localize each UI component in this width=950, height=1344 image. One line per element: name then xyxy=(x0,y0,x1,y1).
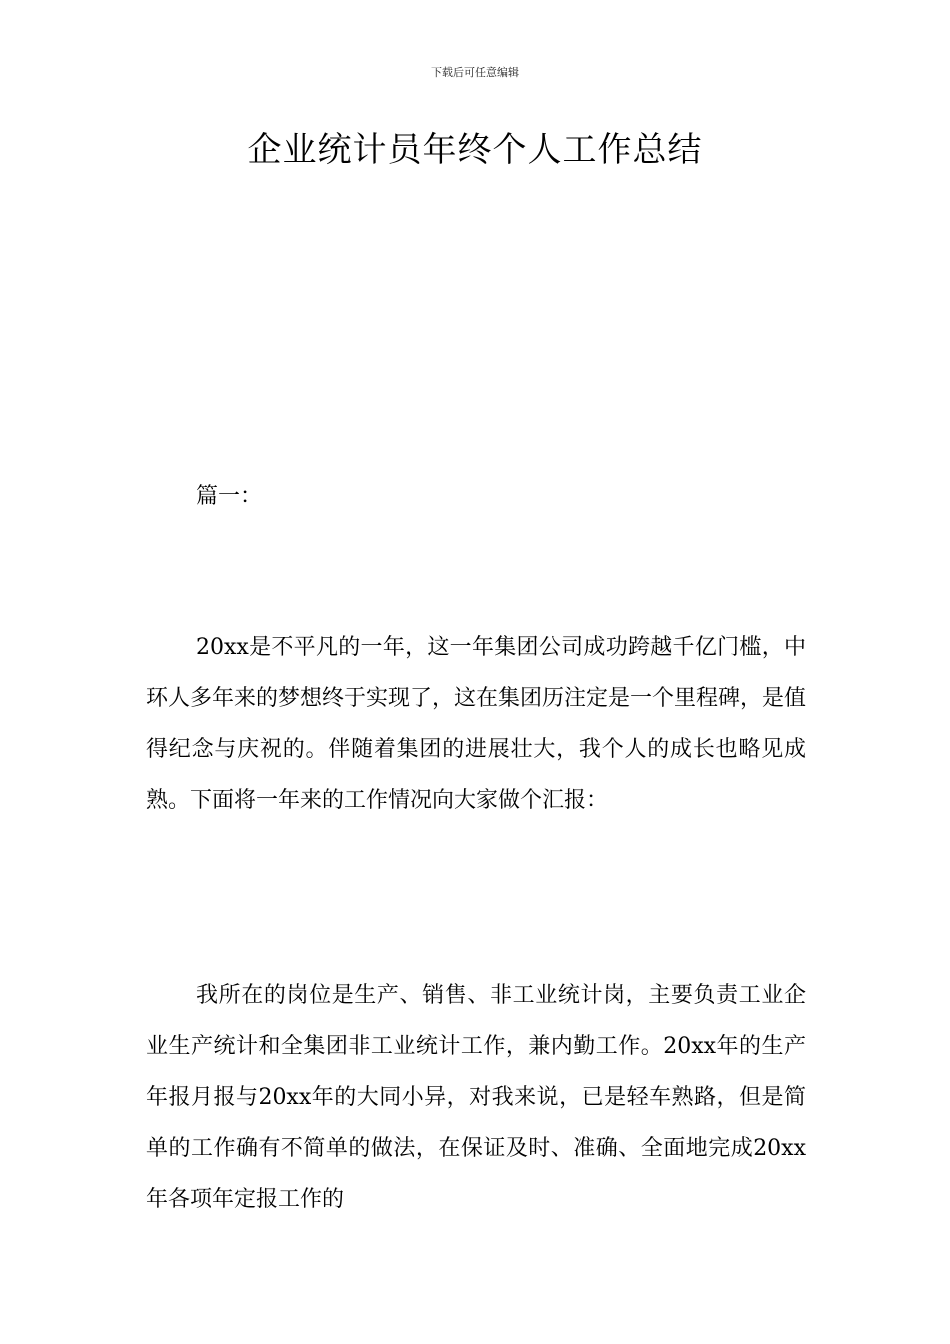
paragraph-2: 我所在的岗位是生产、销售、非工业统计岗，主要负责工业企业生产统计和全集团非工业统计工作，兼内勤工作。20xx年的生产年报月报与20xx年的大同小异，对我来说，已是轻车熟路，但是简单的工作确有不简单的做法，在保证及时、准确、全面地完成20xx年各项年定报工作的 xyxy=(146,983,806,1212)
section-heading: 篇一： xyxy=(196,484,263,509)
paragraph-1: 20xx是不平凡的一年，这一年集团公司成功跨越千亿门槛，中环人多年来的梦想终于实现了，这在集团历注定是一个里程碑，是值得纪念与庆祝的。伴随着集团的进展壮大，我个人的成长也略见成熟。下面将一年来的工作情况向大家做个汇报： xyxy=(146,635,807,813)
header-note: 下载后可任意编辑 xyxy=(431,66,519,79)
document-title: 企业统计员年终个人工作总结 xyxy=(247,130,703,170)
